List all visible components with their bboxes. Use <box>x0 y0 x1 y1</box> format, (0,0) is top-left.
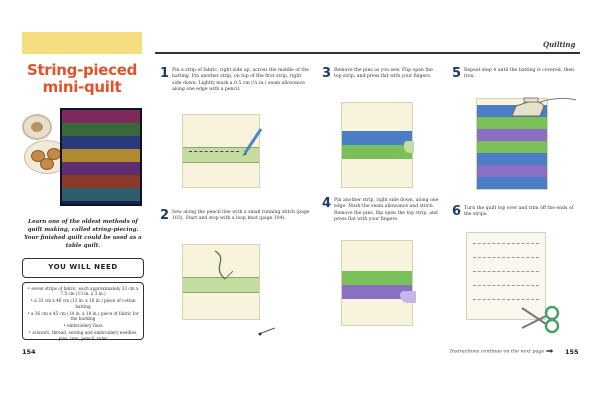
quilt-strip <box>62 136 140 149</box>
fabric-strip <box>477 153 547 165</box>
materials-list <box>27 286 139 341</box>
step-text: Remove the pins as you sew. Flip open the top strip, and press flat with your fingers. <box>334 68 433 80</box>
materials-box <box>22 282 144 340</box>
title-line-2: mini-quilt <box>42 78 122 96</box>
step-text: Repeat step 4 until the batting is covered, then iron. <box>464 68 575 80</box>
fabric-strip <box>477 141 547 153</box>
quilt-strip <box>62 188 140 201</box>
step-number: 3 <box>322 66 332 81</box>
fabric-fold <box>400 291 416 303</box>
mini-quilt-image <box>60 108 142 206</box>
step-text: Turn the quilt top over and trim off the ends of the strips. <box>464 206 574 218</box>
seam-line <box>473 257 539 258</box>
step-text: Pin a strip of fabric, right side up, across the middle of the batting. Pin another strip, on top of the first strip, right side down. Lightly mark a 0.5 cm (¼ in.) seam allowance along one edge with a pencil. <box>172 68 309 92</box>
step-6 <box>452 204 576 228</box>
materials-item: • embroidery floss <box>63 323 103 329</box>
step-number: 1 <box>160 66 170 81</box>
fabric-strip-green <box>342 145 412 159</box>
fabric-strip-green <box>342 271 412 285</box>
seam-line <box>473 299 539 300</box>
seam-line <box>473 243 539 244</box>
pencil-line <box>189 151 239 152</box>
step-number: 4 <box>322 196 332 211</box>
fabric-strip <box>477 165 547 177</box>
fabric-strip-blue <box>342 131 412 145</box>
quilt-strip <box>62 162 140 175</box>
cookie <box>40 158 54 170</box>
mug-illustration <box>22 114 52 140</box>
materials-item: • a 33 cm x 40 cm (13 in. x 16 in.) piece of cotton batting <box>30 298 136 309</box>
iron-icon <box>510 94 578 124</box>
page-number-right: 155 <box>565 348 579 356</box>
step-4-illustration <box>341 240 413 326</box>
quilt-strip <box>62 110 140 123</box>
quilt-strip <box>62 175 140 188</box>
step-3 <box>322 66 440 96</box>
quilt-strip <box>62 149 140 162</box>
quilt-strip <box>62 123 140 136</box>
title-line-1: String-pieced <box>26 61 138 79</box>
project-title <box>22 62 142 96</box>
step-4 <box>322 196 442 236</box>
step-1 <box>160 66 310 110</box>
fabric-strip <box>477 177 547 189</box>
page-number-left: 154 <box>22 348 36 356</box>
you-will-need-title: YOU WILL NEED <box>48 263 118 271</box>
fabric-strip <box>477 129 547 141</box>
fabric-fold <box>404 141 414 153</box>
step-text: Sew along the pencil line with a small running stitch (page 103). Start and stop with a loop knot (page 104). <box>172 210 310 222</box>
finished-quilt-photo <box>22 104 144 212</box>
step-1-illustration <box>182 114 260 188</box>
step-number: 2 <box>160 208 170 223</box>
header-tab <box>22 32 142 54</box>
materials-item: • seven strips of fabric, each approximately 33 cm x 7.5 cm (13 in. x 3 in.) <box>27 286 139 297</box>
section-label: Quilting <box>543 40 576 49</box>
scissors-icon <box>518 304 564 334</box>
step-2-illustration <box>182 244 260 320</box>
continued-note <box>450 349 553 355</box>
step-number: 5 <box>452 66 462 81</box>
step-5 <box>452 66 576 88</box>
you-will-need-header <box>22 258 144 278</box>
arrow-right-icon <box>546 349 553 353</box>
step-3-illustration <box>341 102 413 188</box>
seam-line <box>473 285 539 286</box>
needle-icon <box>209 249 239 283</box>
step-2 <box>160 208 310 238</box>
intro-text: Learn one of the oldest methods of quilt making, called string-piecing. Your finished quilt could be used as a table quilt. <box>24 219 142 249</box>
step-number: 6 <box>452 204 462 219</box>
pencil-icon <box>241 127 263 157</box>
materials-item: • a 36 cm x 45 cm (14 in. x 18 in.) piece of fabric for the backing <box>27 310 139 322</box>
header-divider <box>155 52 580 54</box>
seam-line <box>473 271 539 272</box>
materials-item: • scissors, thread, sewing and embroidery needles, pins, iron, pencil, ruler <box>28 330 138 341</box>
step-text: Pin another strip, right side down, along one edge. Mark the seam allowance and stitch. Remove the pins, flip open the top strip, and press flat with your fingers. <box>334 198 439 222</box>
continued-text: Instructions continue on the next page <box>450 349 545 355</box>
pin-icon <box>258 326 276 336</box>
